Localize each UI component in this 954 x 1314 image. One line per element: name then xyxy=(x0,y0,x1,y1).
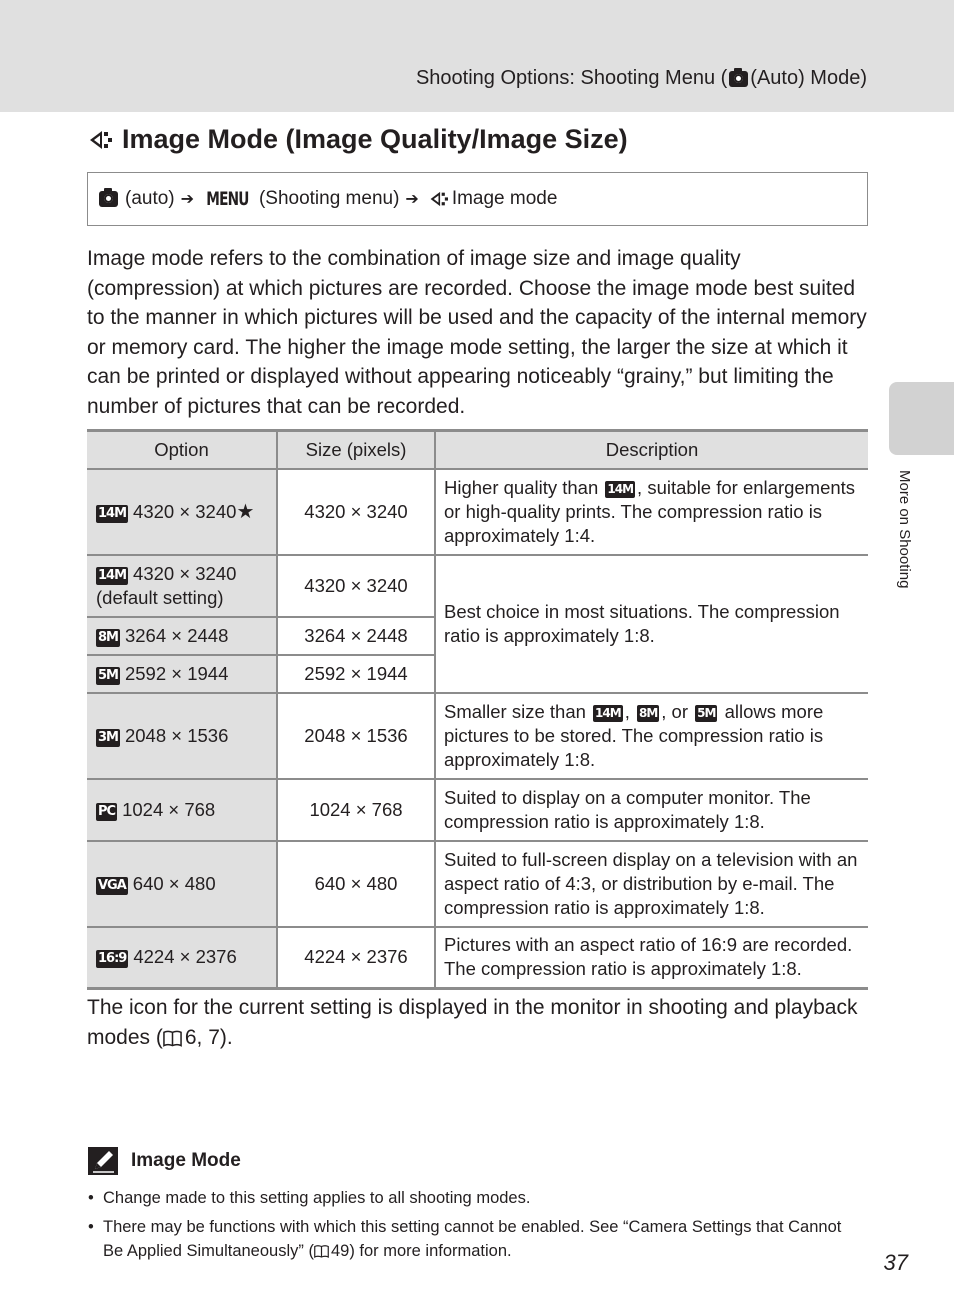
image-mode-icon xyxy=(88,129,112,151)
size-cell: 4320 × 3240 xyxy=(277,555,435,617)
option-text: 2048 × 1536 xyxy=(124,724,229,746)
description-cell xyxy=(435,469,868,555)
pc-icon: PC xyxy=(98,803,116,819)
path-menu: (Shooting menu) xyxy=(258,188,400,209)
bullet-text: ) for more information. xyxy=(349,1242,512,1260)
path-auto: (auto) xyxy=(125,188,175,209)
book-icon xyxy=(314,1244,329,1258)
option-cell xyxy=(87,693,277,779)
footer-note-end: ). xyxy=(219,1025,233,1049)
note-title: Image Mode xyxy=(131,1150,241,1171)
vga-icon: VGA xyxy=(98,877,126,893)
description-cell: Pictures with an aspect ratio of 16:9 are recorded. The compression ratio is approximately 1:8. xyxy=(435,927,868,989)
table-row xyxy=(87,693,868,779)
footer-note-ref[interactable]: 6, 7 xyxy=(184,1025,220,1049)
desc-text: , or xyxy=(661,700,694,722)
header-suffix: (Auto) Mode) xyxy=(750,67,867,89)
menu-icon: MENU xyxy=(206,188,249,210)
3m-icon: 3M xyxy=(98,729,118,745)
option-cell xyxy=(87,555,277,617)
description-cell: Suited to full-screen display on a television with an aspect ratio of 4:3, or distribution by e-mail. The compression ratio is approximately 1:8. xyxy=(435,841,868,927)
arrow-icon: ➔ xyxy=(405,191,419,208)
option-text: 2592 × 1944 xyxy=(124,662,229,684)
desc-text: , suitable for enlargements or high-quality prints. The compression ratio is approximately 1:4. xyxy=(444,476,856,546)
bullet-text: There may be functions with which this setting cannot be enabled. See “Camera Settings that Cannot Be Applied Simultaneously” ( xyxy=(103,1218,842,1260)
bullet-text: Change made to this setting applies to all shooting modes. xyxy=(103,1189,531,1207)
size-cell: 4320 × 3240 xyxy=(277,469,435,555)
size-cell: 1024 × 768 xyxy=(277,779,435,841)
option-text: 4320 × 3240 xyxy=(133,562,237,584)
8m-icon: 8M xyxy=(638,705,658,720)
footer-note-text: The icon for the current setting is displayed in the monitor in shooting and playback modes ( xyxy=(87,996,858,1049)
path-item: Image mode xyxy=(451,188,558,209)
camera-icon xyxy=(99,191,118,207)
16-9-icon: 16:9 xyxy=(98,951,127,967)
title-text: Image Mode (Image Quality/Image Size) xyxy=(122,124,628,154)
size-cell: 3264 × 2448 xyxy=(277,617,435,655)
star-icon: ★ xyxy=(236,500,255,523)
note-bullets xyxy=(88,1186,858,1268)
section-tab[interactable] xyxy=(889,382,954,455)
intro-paragraph: Image mode refers to the combination of image size and image quality (compression) at which pictures are recorded. Choose the image mode best suited to the manner in which pictures will be used and the capacity of the internal memory or memory card. The higher the image mode setting, the larger the size at which it can be printed or displayed without appearing noticeably “grainy,” but limiting the number of pictures that can be recorded. xyxy=(87,247,867,418)
size-cell: 2048 × 1536 xyxy=(277,693,435,779)
desc-text: Higher quality than xyxy=(444,476,604,498)
option-text: 4320 × 3240 xyxy=(133,500,237,522)
size-cell: 640 × 480 xyxy=(277,841,435,927)
table-row xyxy=(87,555,868,617)
5m-icon: 5M xyxy=(98,667,118,683)
option-cell xyxy=(87,927,277,989)
header-description: Description xyxy=(435,431,868,469)
option-text: 1024 × 768 xyxy=(122,798,216,820)
pencil-note-icon xyxy=(88,1147,118,1175)
option-text: 4224 × 2376 xyxy=(133,946,237,968)
description-cell: Suited to display on a computer monitor. The compression ratio is approximately 1:8. xyxy=(435,779,868,841)
14m-icon: 14M xyxy=(595,705,621,720)
header-size: Size (pixels) xyxy=(277,431,435,469)
table-row xyxy=(87,927,868,989)
description-cell: Best choice in most situations. The compression ratio is approximately 1:8. xyxy=(435,555,868,693)
14m-fine-icon: 14M xyxy=(98,505,127,521)
camera-icon xyxy=(729,71,748,87)
14m-icon: 14M xyxy=(607,481,634,496)
desc-text: allows more pictures to be stored. The compression ratio is approximately 1:8. xyxy=(444,700,824,770)
size-cell: 4224 × 2376 xyxy=(277,927,435,989)
option-note: (default setting) xyxy=(96,586,224,608)
header-option: Option xyxy=(87,431,277,469)
page-number: 37 xyxy=(883,1250,908,1275)
footer-note xyxy=(87,993,867,1052)
list-item xyxy=(88,1215,858,1263)
table-row xyxy=(87,841,868,927)
option-cell xyxy=(87,469,277,555)
section-label: More on Shooting xyxy=(896,470,913,589)
5m-icon: 5M xyxy=(697,705,716,720)
header-text xyxy=(416,67,867,90)
option-cell xyxy=(87,655,277,693)
desc-text: , xyxy=(624,700,630,722)
header-prefix: Shooting Options: Shooting Menu ( xyxy=(415,67,728,89)
desc-text: Smaller size than xyxy=(444,700,592,722)
table-header-row xyxy=(87,431,868,469)
page-header xyxy=(0,0,954,112)
note-heading xyxy=(88,1147,241,1175)
8m-icon: 8M xyxy=(98,629,118,645)
14m-icon: 14M xyxy=(98,567,127,583)
menu-path-box xyxy=(87,172,868,226)
option-text: 640 × 480 xyxy=(132,872,216,894)
image-mode-table xyxy=(87,429,868,990)
book-icon xyxy=(163,1029,182,1047)
bullet-ref[interactable]: 49 xyxy=(330,1242,350,1260)
option-cell xyxy=(87,841,277,927)
table-row xyxy=(87,779,868,841)
description-cell xyxy=(435,693,868,779)
option-cell xyxy=(87,779,277,841)
page-title xyxy=(88,124,628,155)
option-text: 3264 × 2448 xyxy=(124,624,229,646)
table-row xyxy=(87,469,868,555)
image-mode-icon xyxy=(429,190,448,208)
arrow-icon: ➔ xyxy=(180,191,195,208)
size-cell: 2592 × 1944 xyxy=(277,655,435,693)
list-item xyxy=(88,1186,858,1210)
option-cell xyxy=(87,617,277,655)
